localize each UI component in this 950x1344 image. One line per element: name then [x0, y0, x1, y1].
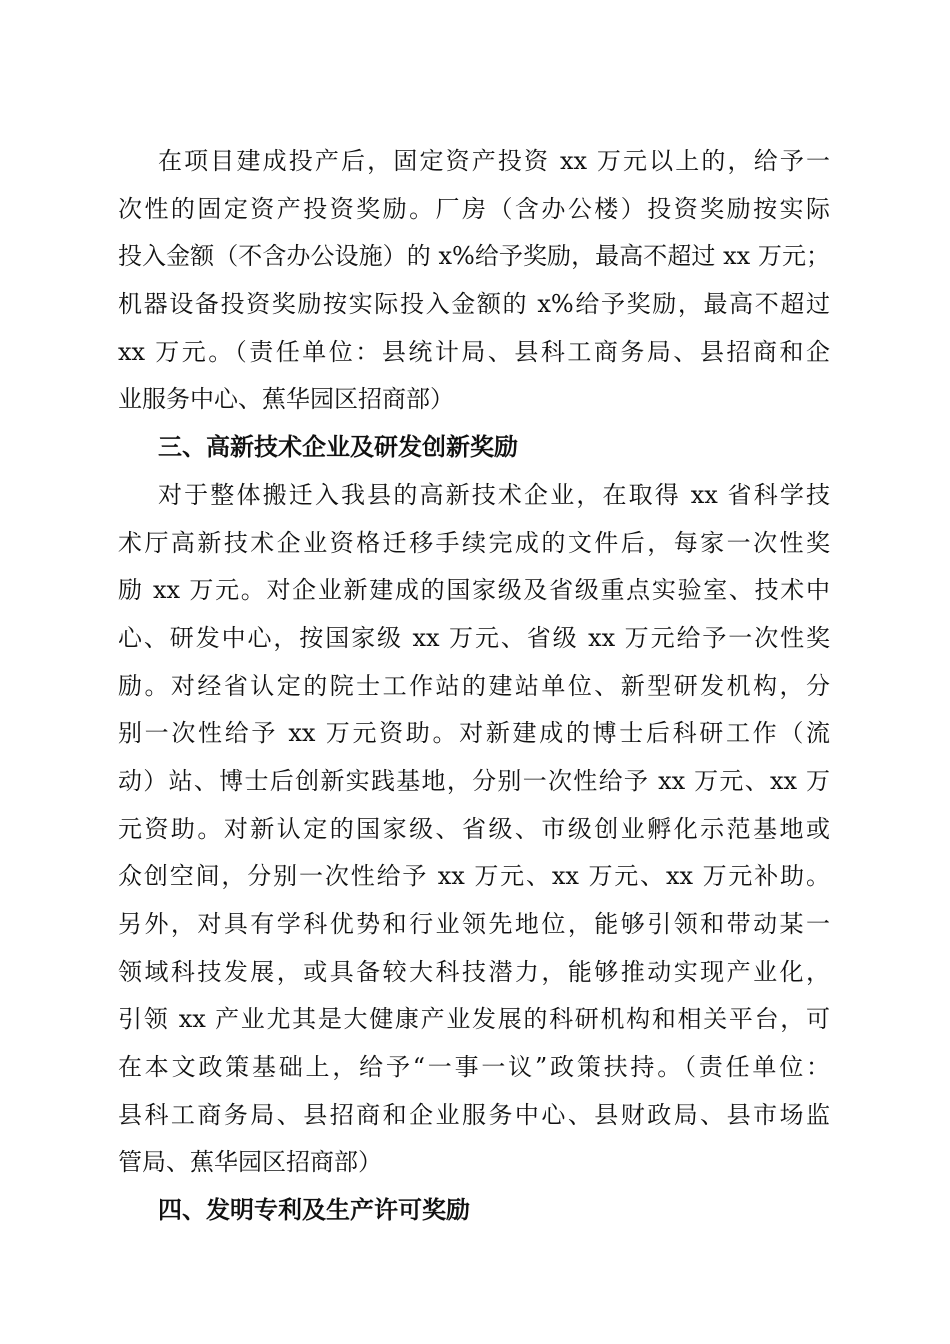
text-line: 领域科技发展，或具备较大科技潜力，能够推动实现产业化，	[118, 957, 830, 986]
document-body	[118, 138, 830, 1235]
paragraph-fixed-asset-investment	[118, 138, 830, 424]
section-heading-3: 三、高新技术企业及研发创新奖励	[158, 433, 518, 462]
text-line: 动）站、博士后创新实践基地，分别一次性给予 xx 万元、xx 万	[118, 766, 830, 795]
text-line: 励。对经省认定的院士工作站的建站单位、新型研发机构，分	[118, 671, 830, 700]
text-line: 对于整体搬迁入我县的高新技术企业，在取得 xx 省科学技	[158, 480, 830, 509]
text-line: 业服务中心、蕉华园区招商部）	[118, 385, 454, 414]
text-line: 另外，对具有学科优势和行业领先地位，能够引领和带动某一	[118, 910, 830, 938]
text-line: 机器设备投资奖励按实际投入金额的 x%给予奖励，最高不超过	[118, 290, 830, 319]
text-line: 元资助。对新认定的国家级、省级、市级创业孵化示范基地或	[118, 814, 830, 843]
text-line: 别一次性给予 xx 万元资助。对新建成的博士后科研工作（流	[118, 719, 830, 748]
paragraph-high-tech-rewards	[118, 472, 830, 1187]
section-heading-4: 四、发明专利及生产许可奖励	[158, 1196, 470, 1225]
text-line: 引领 xx 产业尤其是大健康产业发展的科研机构和相关平台，可	[118, 1005, 830, 1034]
text-line: 心、研发中心，按国家级 xx 万元、省级 xx 万元给予一次性奖	[118, 623, 830, 652]
text-line: 管局、蕉华园区招商部）	[118, 1148, 382, 1177]
text-line: 励 xx 万元。对企业新建成的国家级及省级重点实验室、技术中	[118, 576, 830, 605]
text-line: 投入金额（不含办公设施）的 x%给予奖励，最高不超过 xx 万元；	[118, 242, 830, 271]
text-line: xx 万元。（责任单位：县统计局、县科工商务局、县招商和企	[118, 337, 830, 366]
text-line: 县科工商务局、县招商和企业服务中心、县财政局、县市场监	[118, 1100, 830, 1129]
text-line: 术厅高新技术企业资格迁移手续完成的文件后，每家一次性奖	[118, 528, 830, 557]
text-line: 在项目建成投产后，固定资产投资 xx 万元以上的，给予一	[158, 147, 830, 175]
text-line: 在本文政策基础上，给予“一事一议”政策扶持。（责任单位：	[118, 1053, 830, 1082]
text-line: 众创空间，分别一次性给予 xx 万元、xx 万元、xx 万元补助。	[118, 862, 830, 891]
text-line: 次性的固定资产投资奖励。厂房（含办公楼）投资奖励按实际	[118, 194, 830, 223]
